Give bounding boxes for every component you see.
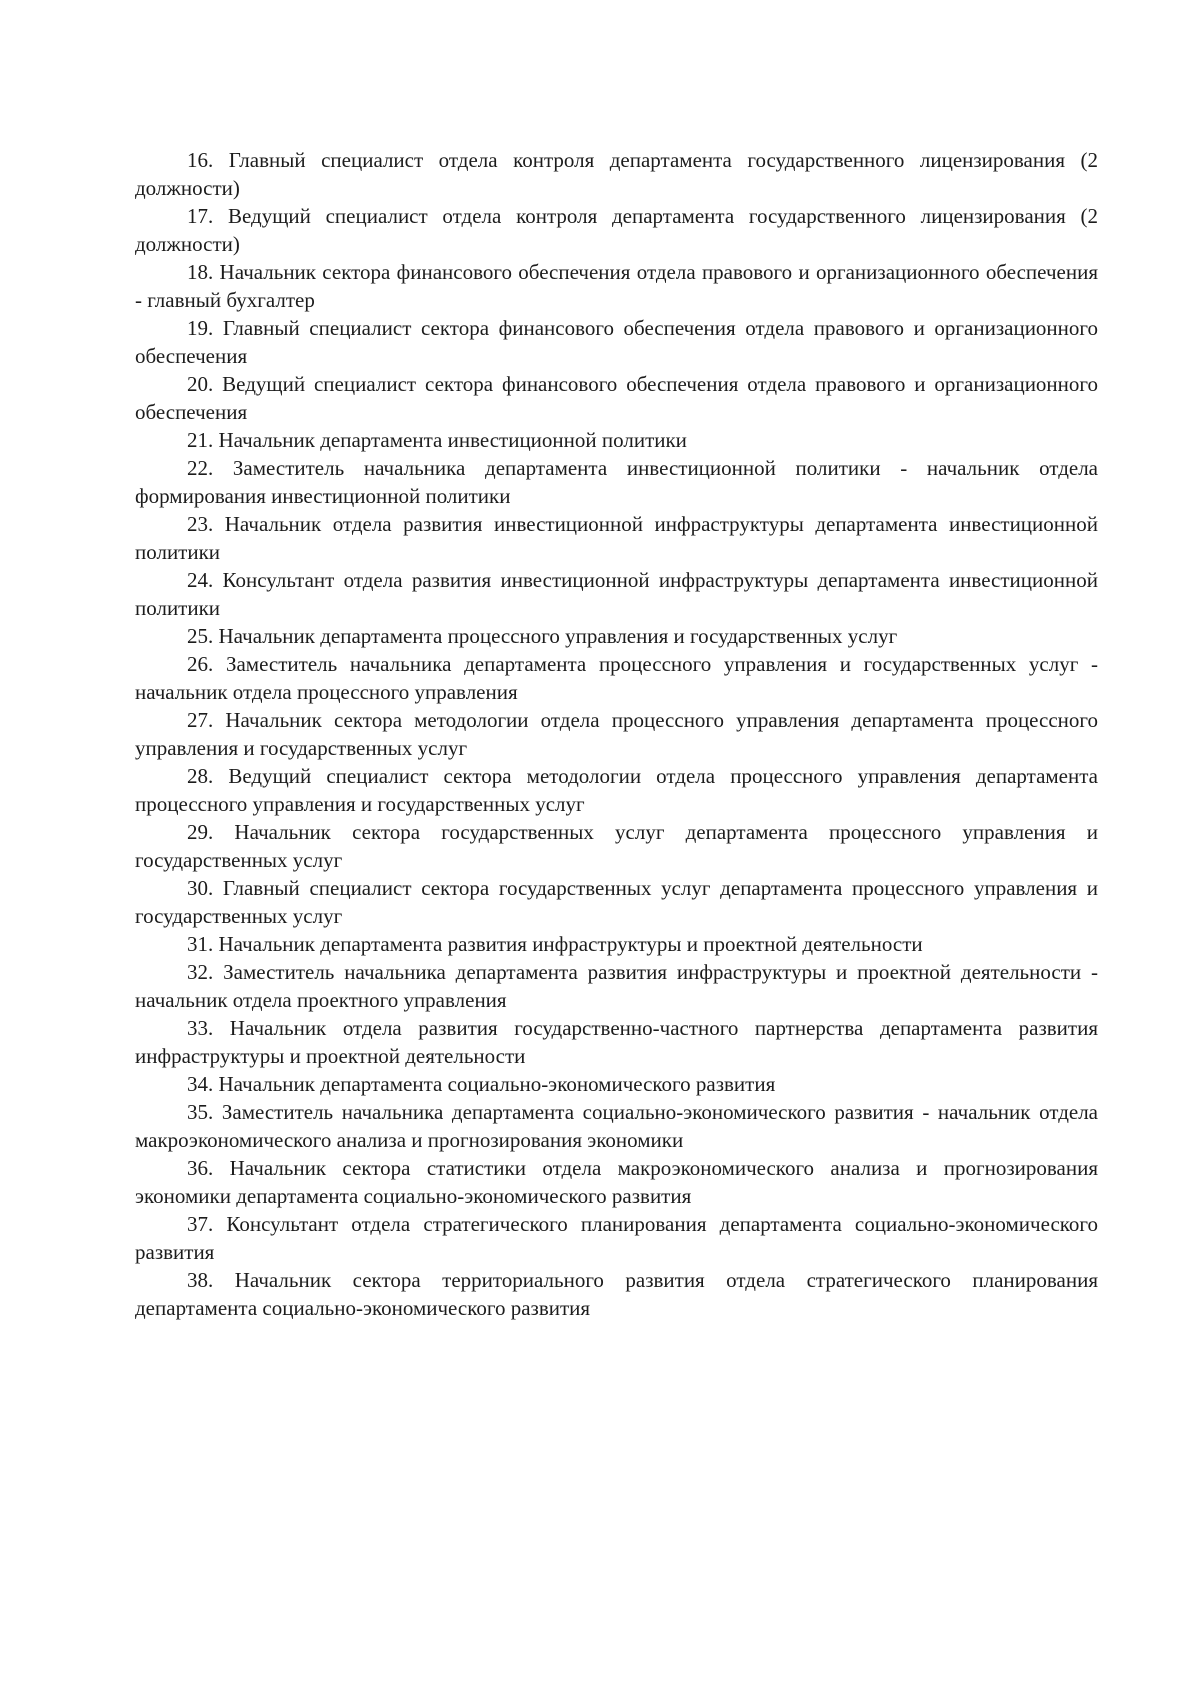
- list-item: 35. Заместитель начальника департамента социально-экономического развития - начальник отдела макроэкономического анализа и прогнозирования экономики: [135, 1100, 1098, 1152]
- list-item: 37. Консультант отдела стратегического планирования департамента социально-экономического развития: [135, 1212, 1098, 1264]
- list-item: 17. Ведущий специалист отдела контроля департамента государственного лицензирования (2 должности): [135, 204, 1098, 256]
- list-item: 28. Ведущий специалист сектора методологии отдела процессного управления департамента процессного управления и государственных услуг: [135, 764, 1098, 816]
- list-item: 30. Главный специалист сектора государственных услуг департамента процессного управления и государственных услуг: [135, 876, 1098, 928]
- list-item: 29. Начальник сектора государственных услуг департамента процессного управления и государственных услуг: [135, 820, 1098, 872]
- positions-list: [135, 146, 1098, 1322]
- list-item: 32. Заместитель начальника департамента развития инфраструктуры и проектной деятельности - начальник отдела проектного управления: [135, 960, 1098, 1012]
- list-item: 18. Начальник сектора финансового обеспечения отдела правового и организационного обеспечения - главный бухгалтер: [135, 260, 1098, 312]
- list-item: 16. Главный специалист отдела контроля департамента государственного лицензирования (2 должности): [135, 148, 1098, 200]
- list-item: 33. Начальник отдела развития государственно-частного партнерства департамента развития инфраструктуры и проектной деятельности: [135, 1016, 1098, 1068]
- list-item: 21. Начальник департамента инвестиционной политики: [187, 428, 687, 452]
- list-item: 20. Ведущий специалист сектора финансового обеспечения отдела правового и организационного обеспечения: [135, 372, 1098, 424]
- list-item: 19. Главный специалист сектора финансового обеспечения отдела правового и организационного обеспечения: [135, 316, 1098, 368]
- list-item: 25. Начальник департамента процессного управления и государственных услуг: [187, 624, 898, 648]
- list-item: 23. Начальник отдела развития инвестиционной инфраструктуры департамента инвестиционной политики: [135, 512, 1098, 564]
- list-item: 31. Начальник департамента развития инфраструктуры и проектной деятельности: [187, 932, 923, 956]
- list-item: 38. Начальник сектора территориального развития отдела стратегического планирования департамента социально-экономического развития: [135, 1268, 1098, 1320]
- list-item: 27. Начальник сектора методологии отдела процессного управления департамента процессного управления и государственных услуг: [135, 708, 1098, 760]
- list-item: 24. Консультант отдела развития инвестиционной инфраструктуры департамента инвестиционной политики: [135, 568, 1098, 620]
- list-item: 26. Заместитель начальника департамента процессного управления и государственных услуг - начальник отдела процессного управления: [135, 652, 1098, 704]
- list-item: 34. Начальник департамента социально-экономического развития: [187, 1072, 776, 1096]
- list-item: 36. Начальник сектора статистики отдела макроэкономического анализа и прогнозирования экономики департамента социально-экономического развития: [135, 1156, 1098, 1208]
- list-item: 22. Заместитель начальника департамента инвестиционной политики - начальник отдела формирования инвестиционной политики: [135, 456, 1098, 508]
